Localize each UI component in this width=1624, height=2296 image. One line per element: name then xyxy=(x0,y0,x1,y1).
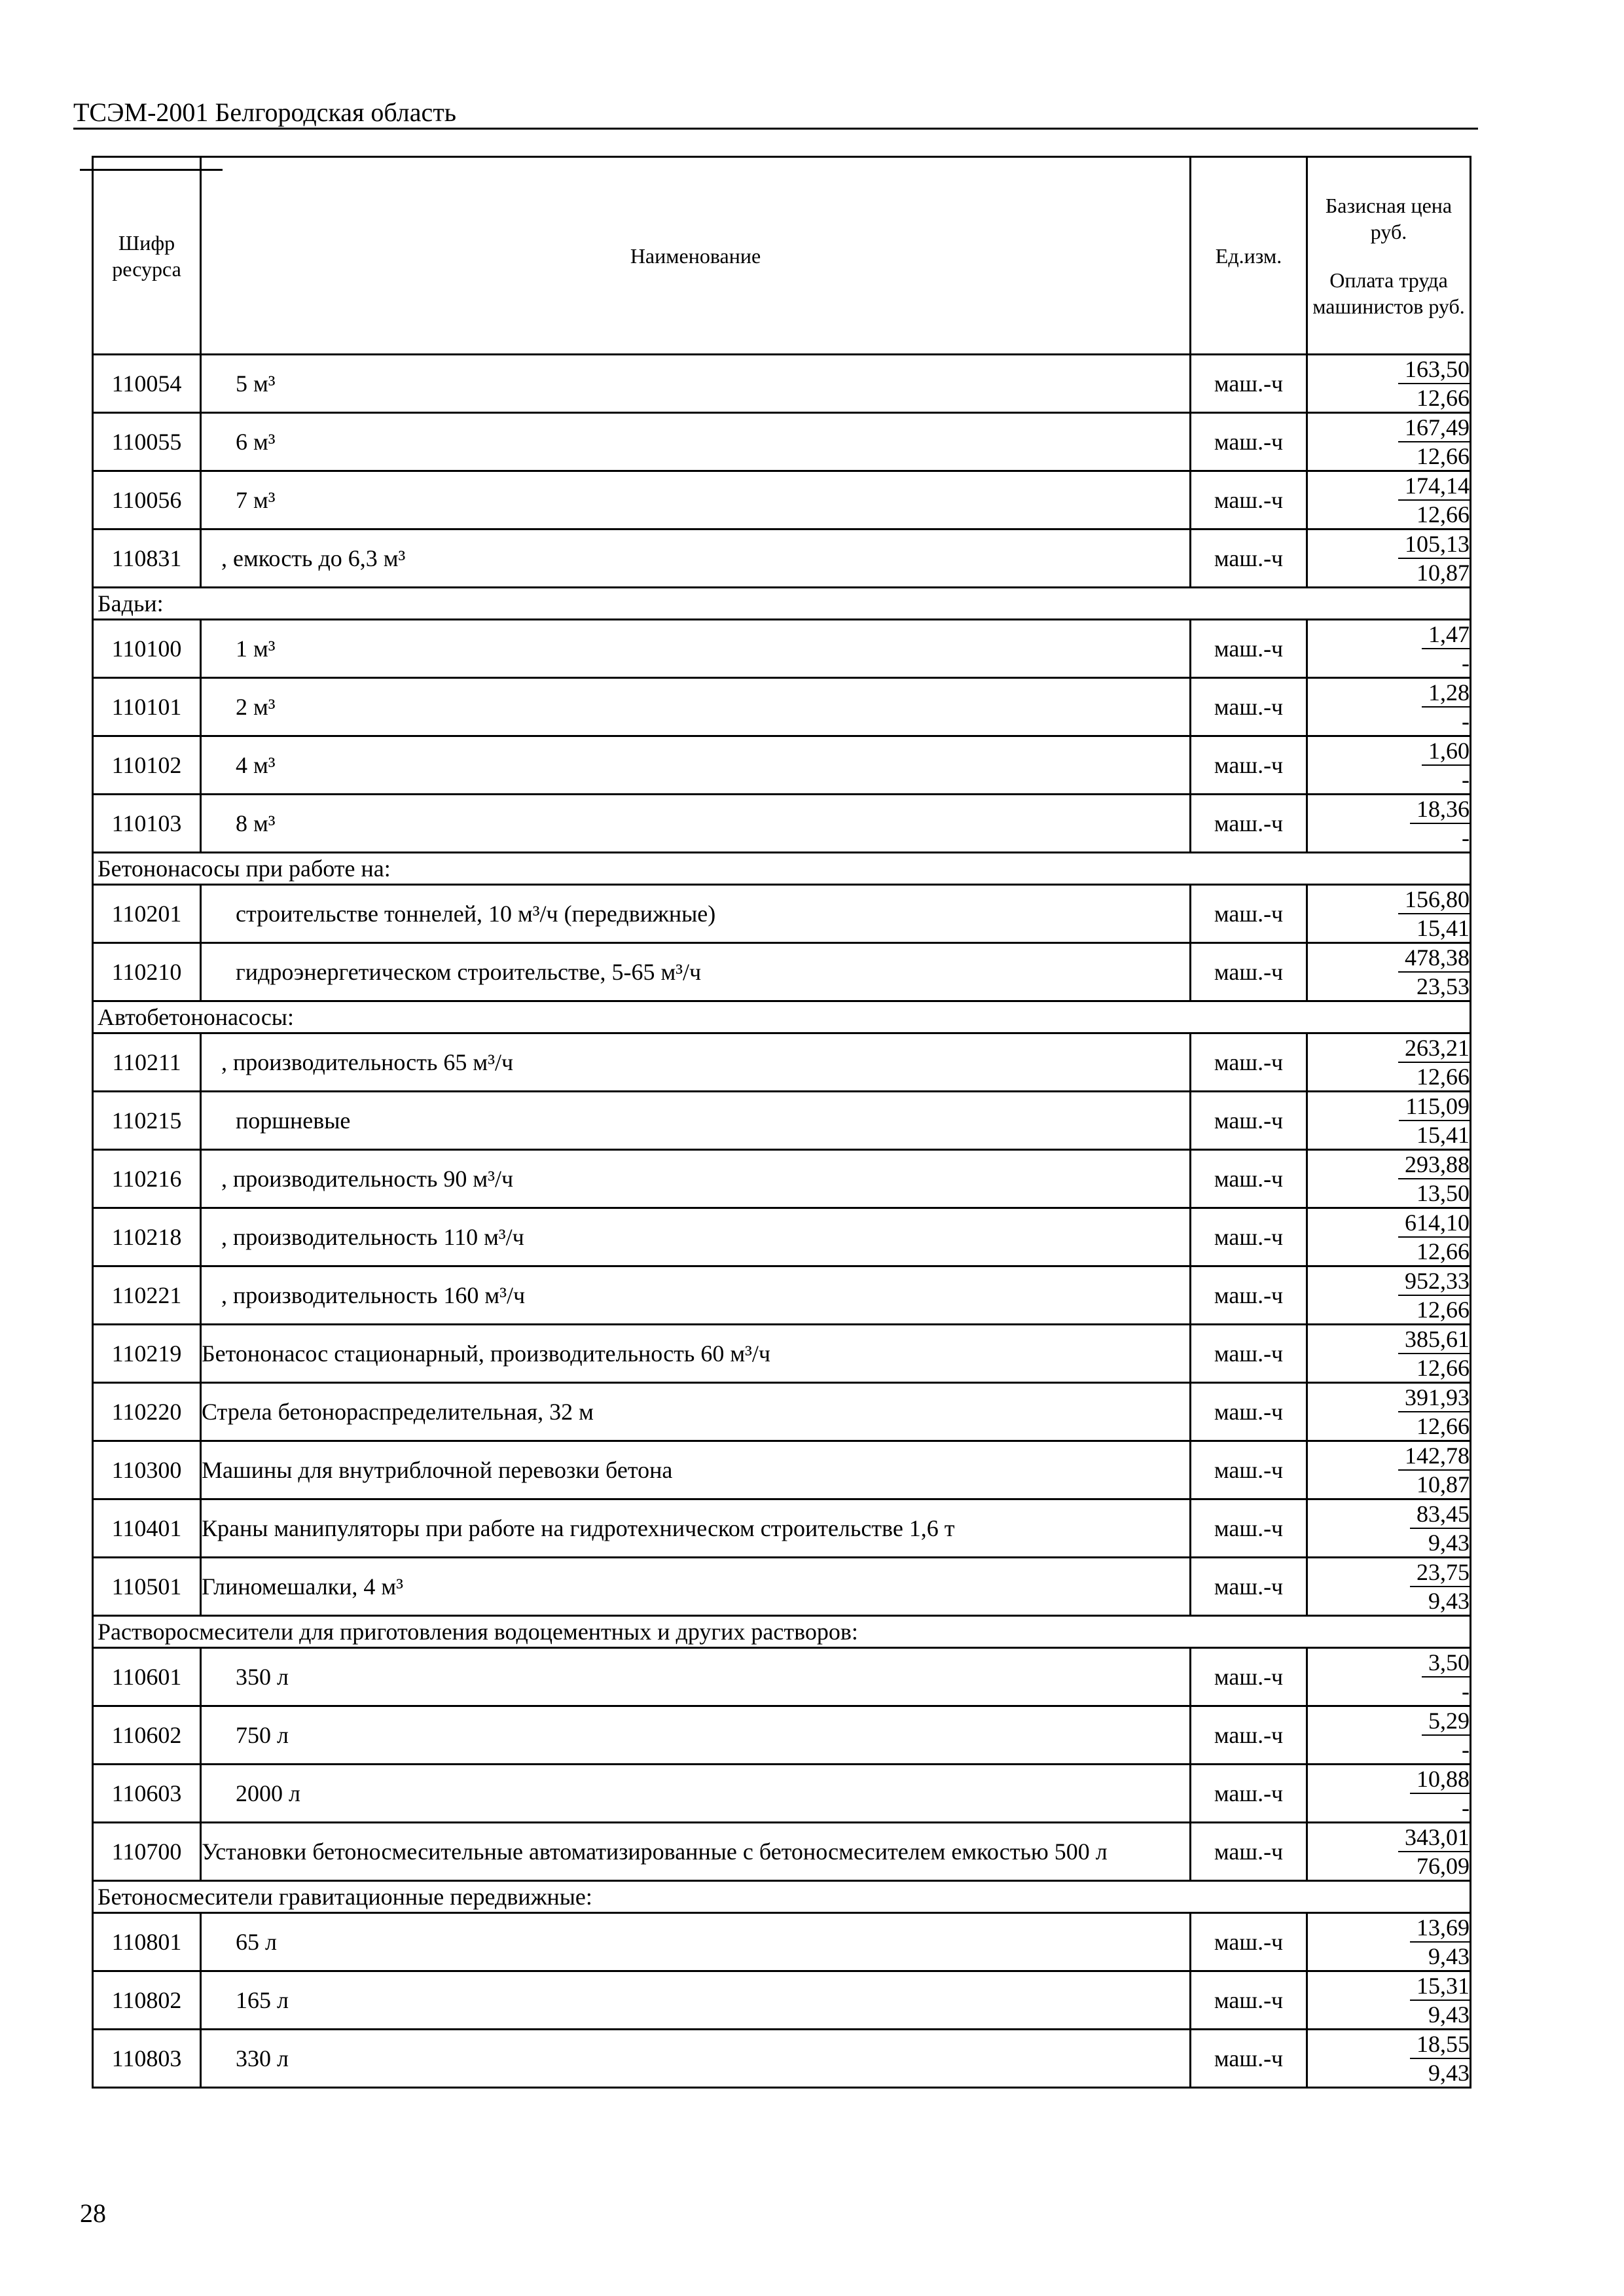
table-header-row xyxy=(93,157,1471,355)
price-cell xyxy=(1307,1092,1471,1150)
operator-labor-cost: - xyxy=(1462,650,1470,676)
base-price: 142,78 xyxy=(1398,1442,1470,1471)
price-cell xyxy=(1307,1383,1471,1441)
table-row xyxy=(93,1441,1471,1499)
table-row xyxy=(93,413,1471,471)
table-row xyxy=(93,1499,1471,1558)
unit-of-measure: маш.-ч xyxy=(1191,355,1307,413)
operator-labor-cost: 15,41 xyxy=(1416,915,1470,941)
price-cell xyxy=(1307,1913,1471,1971)
operator-labor-cost: - xyxy=(1462,825,1470,851)
header-name: Наименование xyxy=(201,157,1191,355)
table-row xyxy=(93,620,1471,678)
operator-labor-cost: - xyxy=(1462,1736,1470,1763)
price-fraction xyxy=(1422,737,1470,793)
table-row xyxy=(93,1266,1471,1325)
base-price: 105,13 xyxy=(1398,530,1470,559)
resource-name: Бетононасос стационарный, производительность 60 м³/ч xyxy=(201,1325,1191,1383)
resource-code: 110102 xyxy=(93,736,201,795)
base-price: 391,93 xyxy=(1398,1384,1470,1412)
resource-name: , производительность 160 м³/ч xyxy=(201,1266,1191,1325)
resource-code: 110221 xyxy=(93,1266,201,1325)
header-price-label: Базисная цена руб. xyxy=(1325,193,1453,243)
operator-labor-cost: 12,66 xyxy=(1416,1355,1470,1381)
price-cell xyxy=(1307,736,1471,795)
resource-name: Установки бетоносмесительные автоматизированные с бетоносмесителем емкостью 500 л xyxy=(201,1823,1191,1881)
unit-of-measure: маш.-ч xyxy=(1191,1092,1307,1150)
price-fraction xyxy=(1422,1649,1470,1705)
resource-name: 330 л xyxy=(201,2030,1191,2088)
base-price: 18,55 xyxy=(1410,2030,1470,2059)
price-cell xyxy=(1307,885,1471,943)
group-heading-row xyxy=(93,1001,1471,1033)
resource-code: 110700 xyxy=(93,1823,201,1881)
table-row xyxy=(93,1765,1471,1823)
price-fraction xyxy=(1398,414,1470,470)
price-cell xyxy=(1307,413,1471,471)
price-fraction xyxy=(1410,2030,1470,2087)
resource-code: 110603 xyxy=(93,1765,201,1823)
table-row xyxy=(93,943,1471,1001)
resource-code: 110802 xyxy=(93,1971,201,2030)
price-cell xyxy=(1307,1266,1471,1325)
base-price: 15,31 xyxy=(1410,1972,1470,2001)
resource-name: 4 м³ xyxy=(201,736,1191,795)
table-row xyxy=(93,1706,1471,1765)
resource-name: Стрела бетонораспределительная, 32 м xyxy=(201,1383,1191,1441)
resource-name: 8 м³ xyxy=(201,795,1191,853)
price-fraction xyxy=(1410,1765,1470,1821)
resource-code: 110100 xyxy=(93,620,201,678)
group-heading-row xyxy=(93,853,1471,885)
operator-labor-cost: 76,09 xyxy=(1416,1853,1470,1879)
price-fraction xyxy=(1398,355,1470,412)
price-fraction xyxy=(1422,1707,1470,1763)
base-price: 23,75 xyxy=(1410,1558,1470,1587)
price-cell xyxy=(1307,1971,1471,2030)
price-cell xyxy=(1307,1325,1471,1383)
table-row xyxy=(93,1971,1471,2030)
resource-code: 110219 xyxy=(93,1325,201,1383)
base-price: 5,29 xyxy=(1422,1707,1470,1736)
resource-code: 110215 xyxy=(93,1092,201,1150)
unit-of-measure: маш.-ч xyxy=(1191,1706,1307,1765)
group-heading-row xyxy=(93,1881,1471,1913)
resource-name: 165 л xyxy=(201,1971,1191,2030)
base-price: 3,50 xyxy=(1422,1649,1470,1677)
group-heading-row xyxy=(93,588,1471,620)
resource-code: 110831 xyxy=(93,529,201,588)
table-row xyxy=(93,471,1471,529)
price-fraction xyxy=(1398,1034,1470,1090)
price-cell xyxy=(1307,1823,1471,1881)
base-price: 952,33 xyxy=(1398,1267,1470,1296)
table-row xyxy=(93,1092,1471,1150)
resource-code: 110801 xyxy=(93,1913,201,1971)
group-heading: Автобетононасосы: xyxy=(93,1001,1471,1033)
resource-code: 110056 xyxy=(93,471,201,529)
resource-code: 110101 xyxy=(93,678,201,736)
resource-name: , производительность 110 м³/ч xyxy=(201,1208,1191,1266)
price-fraction xyxy=(1398,1823,1470,1880)
price-cell xyxy=(1307,1150,1471,1208)
table-row xyxy=(93,1823,1471,1881)
resource-code: 110210 xyxy=(93,943,201,1001)
resource-code: 110103 xyxy=(93,795,201,853)
unit-of-measure: маш.-ч xyxy=(1191,885,1307,943)
base-price: 18,36 xyxy=(1410,795,1470,824)
price-fraction xyxy=(1399,1092,1470,1149)
unit-of-measure: маш.-ч xyxy=(1191,2030,1307,2088)
unit-of-measure: маш.-ч xyxy=(1191,943,1307,1001)
resource-code: 110055 xyxy=(93,413,201,471)
header-rule xyxy=(73,128,1478,130)
table-row xyxy=(93,678,1471,736)
operator-labor-cost: 12,66 xyxy=(1416,385,1470,411)
price-fraction xyxy=(1398,886,1470,942)
base-price: 10,88 xyxy=(1410,1765,1470,1794)
resource-name: 65 л xyxy=(201,1913,1191,1971)
resource-name: гидроэнергетическом строительстве, 5-65 м³/ч xyxy=(201,943,1191,1001)
resource-code: 110602 xyxy=(93,1706,201,1765)
price-fraction xyxy=(1410,1558,1470,1615)
base-price: 614,10 xyxy=(1398,1209,1470,1238)
header-code: Шифр ресурса xyxy=(93,157,201,355)
unit-of-measure: маш.-ч xyxy=(1191,1499,1307,1558)
price-cell xyxy=(1307,2030,1471,2088)
table-row xyxy=(93,1558,1471,1616)
price-cell xyxy=(1307,943,1471,1001)
unit-of-measure: маш.-ч xyxy=(1191,795,1307,853)
resource-name: поршневые xyxy=(201,1092,1191,1150)
price-fraction xyxy=(1410,1972,1470,2028)
header-unit: Ед.изм. xyxy=(1191,157,1307,355)
group-heading: Растворосмесители для приготовления водоцементных и других растворов: xyxy=(93,1616,1471,1648)
base-price: 83,45 xyxy=(1410,1500,1470,1529)
operator-labor-cost: - xyxy=(1462,1795,1470,1821)
resource-name: 5 м³ xyxy=(201,355,1191,413)
base-price: 478,38 xyxy=(1398,944,1470,973)
unit-of-measure: маш.-ч xyxy=(1191,1765,1307,1823)
group-heading-row xyxy=(93,1616,1471,1648)
price-cell xyxy=(1307,355,1471,413)
price-cell xyxy=(1307,1033,1471,1092)
unit-of-measure: маш.-ч xyxy=(1191,736,1307,795)
base-price: 174,14 xyxy=(1398,472,1470,501)
price-fraction xyxy=(1398,1384,1470,1440)
operator-labor-cost: 23,53 xyxy=(1416,973,1470,999)
price-cell xyxy=(1307,471,1471,529)
unit-of-measure: маш.-ч xyxy=(1191,1913,1307,1971)
resource-name: , производительность 90 м³/ч xyxy=(201,1150,1191,1208)
resource-code: 110501 xyxy=(93,1558,201,1616)
unit-of-measure: маш.-ч xyxy=(1191,678,1307,736)
price-fraction xyxy=(1398,530,1470,586)
price-cell xyxy=(1307,620,1471,678)
price-fraction xyxy=(1398,1325,1470,1382)
table-row xyxy=(93,355,1471,413)
price-fraction xyxy=(1398,944,1470,1000)
resource-code: 110054 xyxy=(93,355,201,413)
resource-name: 2 м³ xyxy=(201,678,1191,736)
table-row xyxy=(93,1325,1471,1383)
group-heading: Бетоносмесители гравитационные передвижные: xyxy=(93,1881,1471,1913)
unit-of-measure: маш.-ч xyxy=(1191,471,1307,529)
operator-labor-cost: 10,87 xyxy=(1416,560,1470,586)
unit-of-measure: маш.-ч xyxy=(1191,1208,1307,1266)
resource-name: 6 м³ xyxy=(201,413,1191,471)
price-fraction xyxy=(1398,1151,1470,1207)
page-header-title: ТСЭМ-2001 Белгородская область xyxy=(73,98,456,127)
operator-labor-cost: - xyxy=(1462,708,1470,734)
base-price: 385,61 xyxy=(1398,1325,1470,1354)
price-cell xyxy=(1307,1558,1471,1616)
unit-of-measure: маш.-ч xyxy=(1191,413,1307,471)
table-row xyxy=(93,1208,1471,1266)
operator-labor-cost: - xyxy=(1462,1678,1470,1704)
operator-labor-cost: 12,66 xyxy=(1416,443,1470,469)
base-price: 1,60 xyxy=(1422,737,1470,766)
resource-code: 110216 xyxy=(93,1150,201,1208)
unit-of-measure: маш.-ч xyxy=(1191,1266,1307,1325)
resource-name: 7 м³ xyxy=(201,471,1191,529)
price-cell xyxy=(1307,1499,1471,1558)
price-fraction xyxy=(1398,472,1470,528)
resource-code: 110211 xyxy=(93,1033,201,1092)
unit-of-measure: маш.-ч xyxy=(1191,529,1307,588)
base-price: 1,47 xyxy=(1422,620,1470,649)
unit-of-measure: маш.-ч xyxy=(1191,1648,1307,1706)
price-cell xyxy=(1307,678,1471,736)
table-row xyxy=(93,795,1471,853)
price-fraction xyxy=(1422,679,1470,735)
resource-name: Краны манипуляторы при работе на гидротехническом строительстве 1,6 т xyxy=(201,1499,1191,1558)
operator-labor-cost: 12,66 xyxy=(1416,501,1470,528)
unit-of-measure: маш.-ч xyxy=(1191,1823,1307,1881)
price-cell xyxy=(1307,1208,1471,1266)
resource-code: 110220 xyxy=(93,1383,201,1441)
price-cell xyxy=(1307,1441,1471,1499)
resource-code: 110201 xyxy=(93,885,201,943)
operator-labor-cost: 9,43 xyxy=(1428,1530,1470,1556)
resource-code: 110300 xyxy=(93,1441,201,1499)
resource-name: , емкость до 6,3 м³ xyxy=(201,529,1191,588)
operator-labor-cost: 12,66 xyxy=(1416,1297,1470,1323)
resource-code: 110601 xyxy=(93,1648,201,1706)
resource-code: 110218 xyxy=(93,1208,201,1266)
price-fraction xyxy=(1398,1267,1470,1323)
group-heading: Бетононасосы при работе на: xyxy=(93,853,1471,885)
unit-of-measure: маш.-ч xyxy=(1191,1383,1307,1441)
unit-of-measure: маш.-ч xyxy=(1191,1033,1307,1092)
resource-code: 110401 xyxy=(93,1499,201,1558)
base-price: 156,80 xyxy=(1398,886,1470,914)
table-row xyxy=(93,1648,1471,1706)
table-row xyxy=(93,736,1471,795)
resource-code: 110803 xyxy=(93,2030,201,2088)
unit-of-measure: маш.-ч xyxy=(1191,1441,1307,1499)
group-heading: Бадьи: xyxy=(93,588,1471,620)
price-fraction xyxy=(1422,620,1470,677)
table-row xyxy=(93,1383,1471,1441)
base-price: 343,01 xyxy=(1398,1823,1470,1852)
price-fraction xyxy=(1410,1500,1470,1556)
resource-name: Машины для внутриблочной перевозки бетона xyxy=(201,1441,1191,1499)
resource-name: , производительность 65 м³/ч xyxy=(201,1033,1191,1092)
unit-of-measure: маш.-ч xyxy=(1191,1150,1307,1208)
base-price: 115,09 xyxy=(1399,1092,1470,1121)
header-labor-label: Оплата труда машинистов руб. xyxy=(1312,268,1465,318)
price-fraction xyxy=(1410,1914,1470,1970)
resource-name: 2000 л xyxy=(201,1765,1191,1823)
base-price: 13,69 xyxy=(1410,1914,1470,1943)
unit-of-measure: маш.-ч xyxy=(1191,620,1307,678)
base-price: 1,28 xyxy=(1422,679,1470,708)
header-price xyxy=(1307,157,1471,355)
resource-table xyxy=(92,156,1471,2089)
price-fraction xyxy=(1398,1442,1470,1498)
resource-name: Глиномешалки, 4 м³ xyxy=(201,1558,1191,1616)
price-cell xyxy=(1307,1648,1471,1706)
base-price: 167,49 xyxy=(1398,414,1470,442)
operator-labor-cost: 13,50 xyxy=(1416,1180,1470,1206)
table-row xyxy=(93,1913,1471,1971)
page-number: 28 xyxy=(80,2198,106,2228)
unit-of-measure: маш.-ч xyxy=(1191,1558,1307,1616)
operator-labor-cost: 10,87 xyxy=(1416,1471,1470,1498)
operator-labor-cost: 9,43 xyxy=(1428,1943,1470,1969)
operator-labor-cost: 15,41 xyxy=(1416,1122,1470,1148)
base-price: 293,88 xyxy=(1398,1151,1470,1179)
table-row xyxy=(93,2030,1471,2088)
unit-of-measure: маш.-ч xyxy=(1191,1325,1307,1383)
operator-labor-cost: 9,43 xyxy=(1428,2001,1470,2028)
unit-of-measure: маш.-ч xyxy=(1191,1971,1307,2030)
price-fraction xyxy=(1398,1209,1470,1265)
price-fraction xyxy=(1410,795,1470,852)
operator-labor-cost: 9,43 xyxy=(1428,2060,1470,2086)
operator-labor-cost: 9,43 xyxy=(1428,1588,1470,1614)
table-row xyxy=(93,885,1471,943)
table-body xyxy=(93,355,1471,2088)
price-cell xyxy=(1307,1765,1471,1823)
resource-name: строительстве тоннелей, 10 м³/ч (передвижные) xyxy=(201,885,1191,943)
operator-labor-cost: - xyxy=(1462,766,1470,793)
operator-labor-cost: 12,66 xyxy=(1416,1413,1470,1439)
price-cell xyxy=(1307,1706,1471,1765)
table-row xyxy=(93,1150,1471,1208)
resource-name: 350 л xyxy=(201,1648,1191,1706)
base-price: 163,50 xyxy=(1398,355,1470,384)
table-row xyxy=(93,1033,1471,1092)
price-cell xyxy=(1307,795,1471,853)
operator-labor-cost: 12,66 xyxy=(1416,1238,1470,1265)
operator-labor-cost: 12,66 xyxy=(1416,1064,1470,1090)
resource-name: 750 л xyxy=(201,1706,1191,1765)
price-cell xyxy=(1307,529,1471,588)
base-price: 263,21 xyxy=(1398,1034,1470,1063)
resource-name: 1 м³ xyxy=(201,620,1191,678)
table-row xyxy=(93,529,1471,588)
